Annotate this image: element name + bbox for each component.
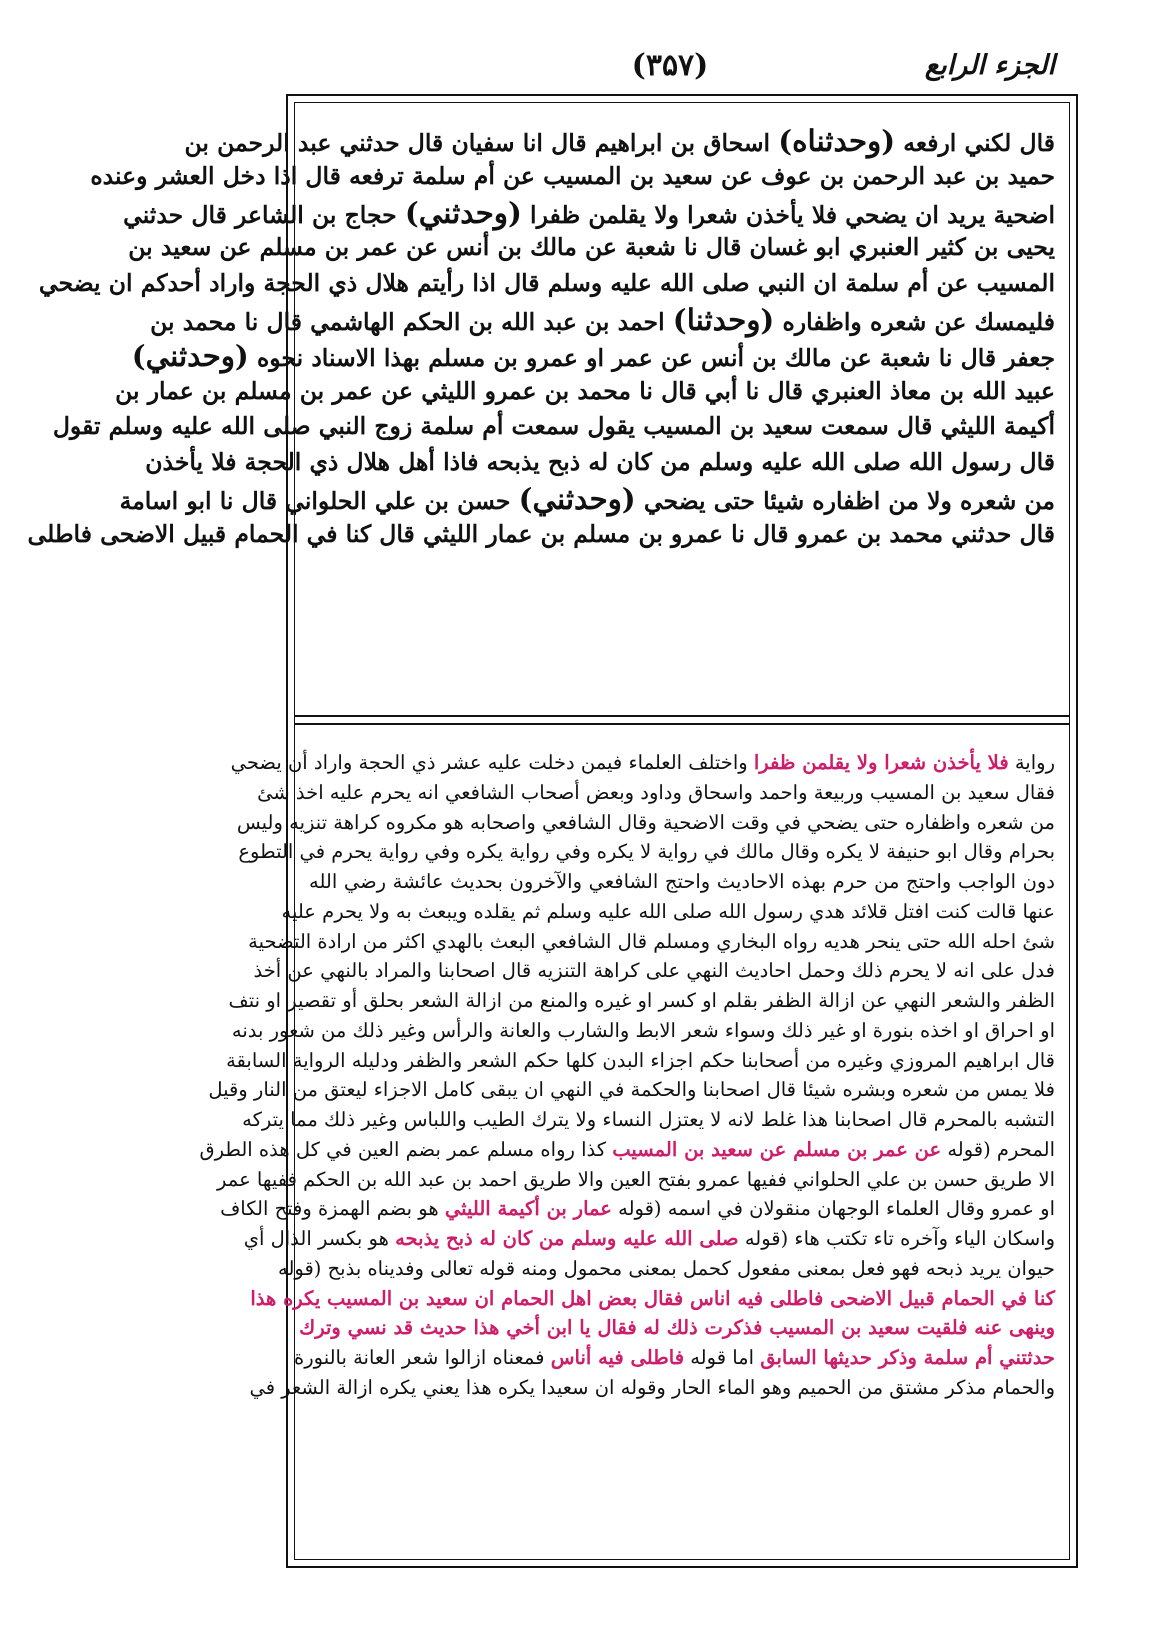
commentary-line [299,1313,1055,1343]
commentary-line: الا طريق حسن بن علي الحلواني ففيها عمرو بفتح العين والا طريق احمد بن عبد الله بن الحكم ففيها عمر [217,1167,1055,1191]
commentary-line: واسكان الياء وآخره تاء تكتب هاء (قوله صلى الله عليه وسلم من كان له ذبح يذبحه هو بكسر الذال أي [243,1227,1055,1250]
commentary-line: من شعره واظفاره حتى يضحي في وقت الاضحية وقال الشافعي واصحابه هو مكروه كراهة تنزيه وليس [236,810,1055,834]
narration-keyword: (وحدثني) [518,480,636,516]
commentary-line [250,1284,1055,1314]
commentary-line: المحرم (قوله عن عمر بن مسلم عن سعيد بن المسيب كذا رواه مسلم عمر بضم العين في كل هذه الطرق [199,1137,1055,1161]
commentary-line: او عمرو وقال العلماء الوجهان منقولان في اسمه (قوله عمار بن أكيمة الليثي هو بضم الهمزة وفتح الكاف [220,1197,1055,1221]
commentary-text-block [199,748,1055,1578]
highlighted-lemma: صلى الله عليه وسلم من كان له ذبح يذبحه [395,1227,739,1250]
hadith-line: قال لكني ارفعه (وحدثناه) اسحاق بن ابراهيم قال انا سفيان قال حدثني عبد الرحمن بن [184,123,1055,158]
hadith-text-block [27,123,1055,701]
running-head [285,48,1055,98]
hadith-line: يحيى بن كثير العنبري ابو غسان قال نا شعبة عن مالك بن أنس عن عمر بن مسلم عن سعيد بن [128,233,1055,262]
highlighted-lemma: فاطلى فيه أناس [550,1346,685,1369]
commentary-line: بحرام وقال ابو حنيفة لا يكره وقال مالك في رواية لا يكره وفي رواية يكره وفي رواية يحرم في التطوع [238,840,1055,864]
hadith-line: قال رسول الله صلى الله عليه وسلم من كان له ذبح يذبحه فاذا أهل هلال ذي الحجة فلا يأخذن [145,448,1055,477]
commentary-line: والحمام مذكر مشتق من الحميم وهو الماء الحار وقوله ان سعيدا يكره هذا يعني يكره ازالة الشعر في [249,1375,1055,1399]
highlighted-lemma: وينهى عنه فلقيت سعيد بن المسيب فذكرت ذلك له فقال يا ابن أخي هذا حديث قد نسي وترك [299,1316,1055,1340]
commentary-line: فدل على انه لا يحرم ذلك وحمل احاديث النهي على كراهة التنزيه قال اصحابنا والمراد بالنهي عن أخذ [253,959,1055,983]
narration-keyword: (وحدثناه) [778,123,896,158]
commentary-line: حدثتني أم سلمة وذكر حديثها السابق اما قوله فاطلى فيه أناس فمعناه ازالوا شعر العانة بالنورة [293,1346,1055,1369]
highlighted-lemma: حدثتني أم سلمة وذكر حديثها السابق [760,1346,1055,1369]
hadith-line: فليمسك عن شعره واظفاره (وحدثنا) احمد بن عبد الله بن الحكم الهاشمي قال نا محمد بن [150,301,1055,337]
narration-keyword: (وحدثني) [404,194,522,230]
section-divider-bottom [295,723,1069,725]
hadith-line: المسيب عن أم سلمة ان النبي صلى الله عليه وسلم قال اذا رأيتم هلال ذي الحجة واراد أحدكم ان يضحي [38,269,1055,298]
hadith-line: حميد بن عبد الرحمن بن عوف عن سعيد بن المسيب عن أم سلمة ترفعه قال اذا دخل العشر وعنده [90,161,1055,190]
highlighted-lemma: عن عمر بن مسلم عن سعيد بن المسيب [612,1137,942,1161]
hadith-line: جعفر قال نا شعبة عن مالك بن أنس عن عمر او عمرو بن مسلم بهذا الاسناد نحوه (وحدثني) [131,337,1055,373]
commentary-line: رواية فلا يأخذن شعرا ولا يقلمن ظفرا واختلف العلماء فيمن دخلت عليه عشر ذي الحجة واراد أن يضحي [230,751,1055,774]
hadith-line: قال حدثني محمد بن عمرو قال نا عمرو بن مسلم بن عمار الليثي قال كنا في الحمام قبيل الاضحى فاطلى [27,519,1055,548]
hadith-line: عبيد الله بن معاذ العنبري قال نا أبي قال نا محمد بن عمرو الليثي عن عمر بن مسلم بن عمار بن [115,376,1055,405]
commentary-line: فقال سعيد بن المسيب وربيعة واحمد واسحاق وداود وبعض أصحاب الشافعي انه يحرم عليه اخذ شئ [257,780,1055,804]
section-divider-top [295,715,1069,717]
hadith-line: اضحية يريد ان يضحي فلا يأخذن شعرا ولا يقلمن ظفرا (وحدثني) حجاج بن الشاعر قال حدثني [123,194,1055,230]
hadith-line: أكيمة الليثي قال سمعت سعيد بن المسيب يقول سمعت أم سلمة زوج النبي صلى الله عليه وسلم تقول [52,412,1055,441]
narration-keyword: (وحدثني) [131,337,249,373]
page-number: (۳۵۷) [631,48,709,83]
commentary-line: الظفر والشعر النهي عن ازالة الظفر بقلم او كسر او غيره والمنع من ازالة الشعر بحلق أو تقصير او نتف [228,989,1055,1012]
commentary-line: شئ احله الله حتى ينحر هديه رواه البخاري ومسلم قال الشافعي البعث بالهدي اكثر من ارادة التضحية [248,929,1055,953]
highlighted-lemma: عمار بن أكيمة الليثي [444,1197,612,1221]
commentary-line: عنها قالت كنت افتل قلائد هدي رسول الله صلى الله عليه وسلم ثم يقلده ويبعث به ولا يحرم عليه [281,899,1055,923]
highlighted-lemma: كنا في الحمام قبيل الاضحى فاطلى فيه اناس فقال بعض اهل الحمام ان سعيد بن المسيب يكره هذا [250,1286,1055,1310]
commentary-line: حيوان يريد ذبحه فهو فعل بمعنى مفعول كحمل بمعنى محمول ومنه قوله تعالى وفديناه بذبح (قوله [277,1256,1055,1280]
highlighted-lemma: فلا يأخذن شعرا ولا يقلمن ظفرا [753,751,1009,774]
commentary-line: التشبه بالمحرم قال اصحابنا هذا غلط لانه لا يعتزل النساء ولا يترك الطيب واللباس وغير ذلك مما يتركه [242,1108,1055,1131]
commentary-line: قال ابراهيم المروزي وغيره من أصحابنا حكم اجزاء البدن كلها حكم الشعر والظفر ودليله الرواية السابقة [226,1048,1055,1072]
part-title: الجزء الرابع [924,50,1055,81]
commentary-line: فلا يمس من شعره وبشره شيئا قال اصحابنا والحكمة في النهي ان يبقى كامل الاجزاء ليعتق من النار وقيل [208,1078,1055,1102]
commentary-line: دون الواجب واحتج من حرم بهذه الاحاديث واحتج الشافعي والآخرون بحديث عائشة رضي الله [309,870,1055,893]
narration-keyword: (وحدثنا) [672,301,775,337]
page-frame [27,94,1078,1568]
page-frame-inner [27,102,1070,1560]
hadith-line: من شعره ولا من اظفاره شيئا حتى يضحي (وحدثني) حسن بن علي الحلواني قال نا ابو اسامة [119,480,1055,516]
commentary-line: او احراق او اخذه بنورة او غير ذلك وسواء شعر الابط والشارب والعانة والرأس وغير ذلك من شعور بدنه [231,1018,1055,1042]
